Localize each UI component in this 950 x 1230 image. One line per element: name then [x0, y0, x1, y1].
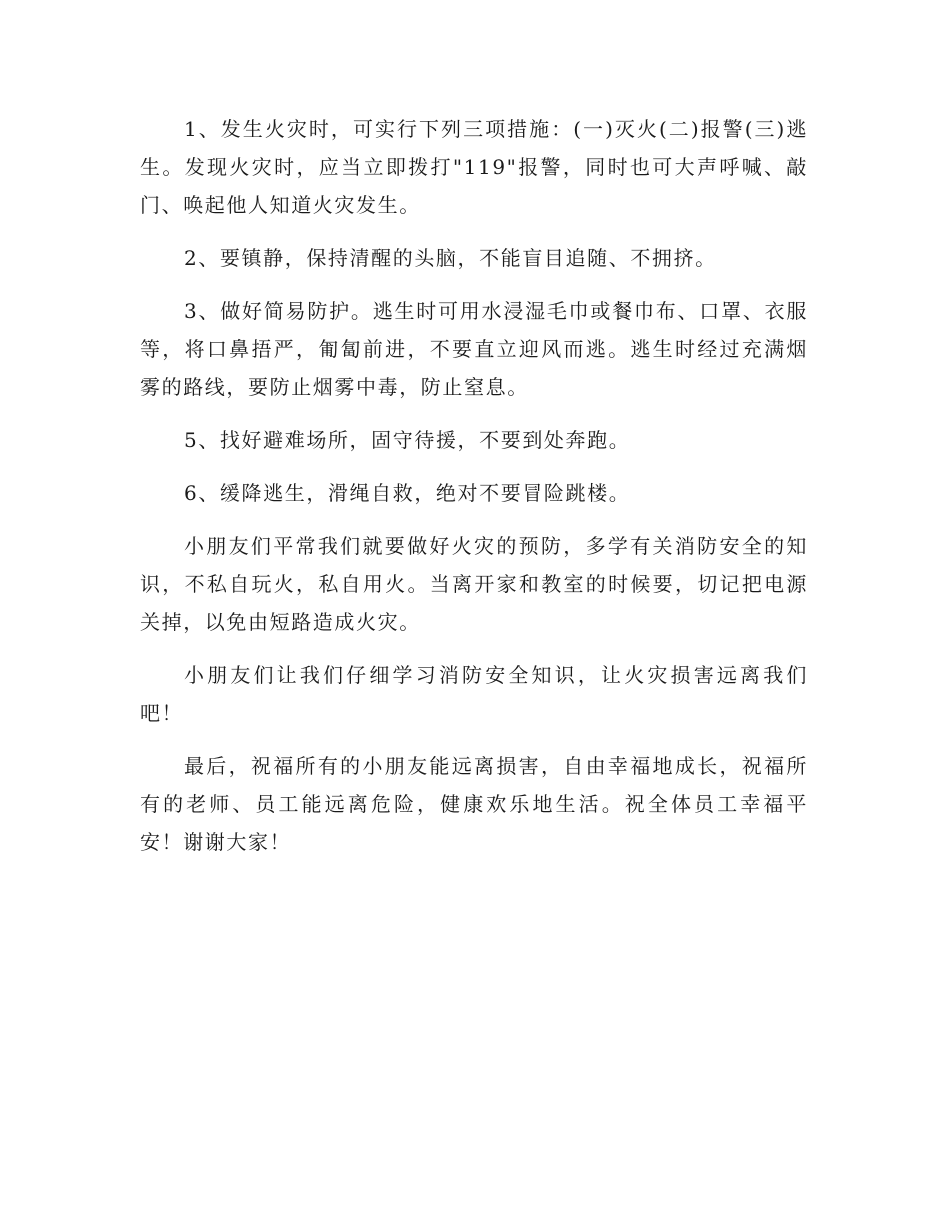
paragraph-stay-calm: 2、要镇静，保持清醒的头脑，不能盲目追随、不拥挤。	[184, 246, 717, 270]
paragraph-simple-protection: 3、做好简易防护。逃生时可用水浸湿毛巾或餐巾布、口罩、衣服等，将口鼻捂严，匍匐前进，不要直立迎风而逃。逃生时经过充满烟雾的路线，要防止烟雾中毒，防止窒息。	[140, 299, 808, 399]
paragraph-closing-wishes: 最后，祝福所有的小朋友能远离损害，自由幸福地成长，祝福所有的老师、员工能远离危险，健康欢乐地生活。祝全体员工幸福平安！谢谢大家！	[140, 754, 808, 854]
paragraph-fire-measures: 1、发生火灾时，可实行下列三项措施：(一)灭火(二)报警(三)逃生。发现火灾时，应当立即拨打"119"报警，同时也可大声呼喊、敲门、唤起他人知道火灾发生。	[140, 117, 808, 217]
paragraph-prevention: 小朋友们平常我们就要做好火灾的预防，多学有关消防安全的知识，不私自玩火，私自用火。当离开家和教室的时候要，切记把电源关掉，以免由短路造成火灾。	[140, 534, 808, 634]
paragraph-learn-safety: 小朋友们让我们仔细学习消防安全知识，让火灾损害远离我们吧！	[140, 663, 808, 725]
paragraph-find-shelter: 5、找好避难场所，固守待援，不要到处奔跑。	[184, 428, 631, 452]
document-body	[140, 110, 808, 876]
paragraph-slow-descent: 6、缓降逃生，滑绳自救，绝对不要冒险跳楼。	[184, 481, 631, 505]
